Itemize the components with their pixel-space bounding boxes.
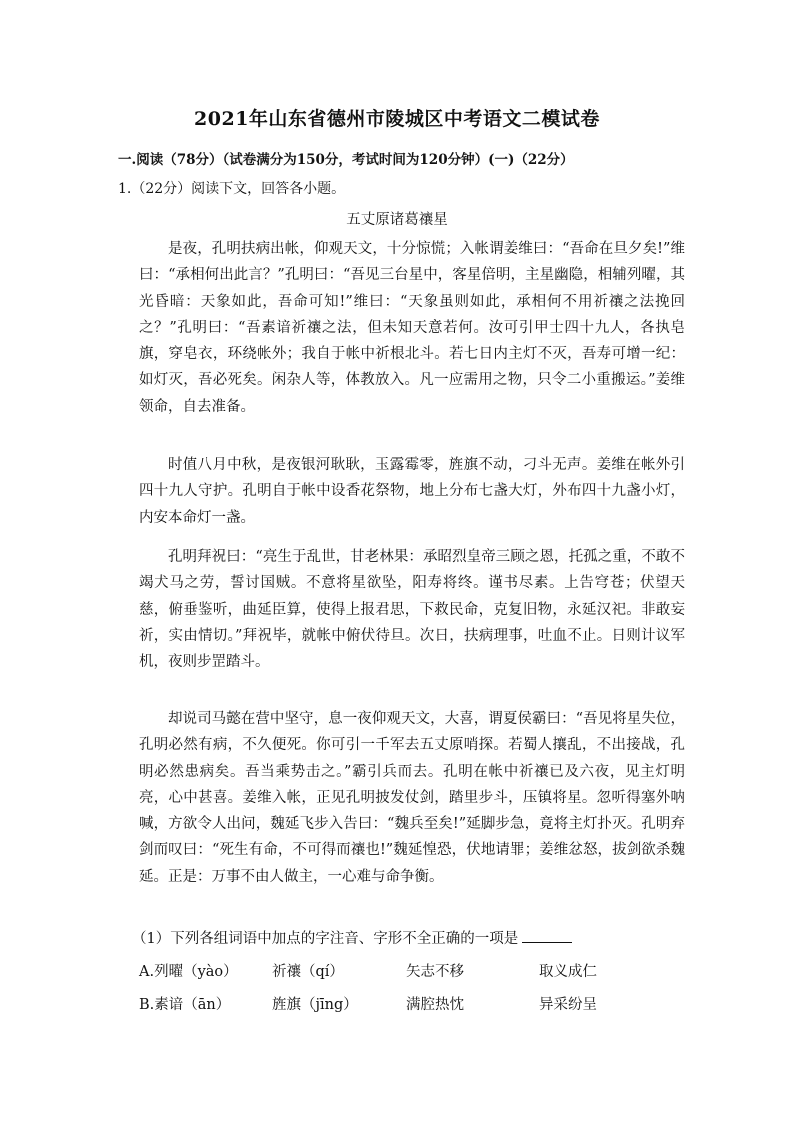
sub-question-1 [132,927,572,948]
option-row-a [139,960,685,982]
option-b-item-1: B.素谙（ān） [139,997,231,1013]
sub-question-text: （1）下列各组词语中加点的字注音、字形不全正确的一项是 [132,931,519,947]
option-a-item-2: 祈禳（qí） [272,964,344,980]
question-1-intro: 1.（22分）阅读下文，回答各小题。 [118,181,346,197]
option-a-item-3: 矢志不移 [406,964,464,980]
option-b-item-4: 异采纷呈 [539,997,597,1013]
option-b-item-3: 满腔热忱 [406,997,464,1013]
passage-paragraph-4: 却说司马懿在营中坚守，息一夜仰观天文，大喜，谓夏侯霸曰：“吾见将星失位，孔明必然有病，不久便死。你可引一千军去五丈原哨探。若蜀人攘乱，不出接战，孔明必然患病矣。吾当乘势击之。”霸引兵而去。孔明在帐中祈禳已及六夜，见主灯明亮，心中甚喜。姜维入帐，正见孔明披发仗剑，踏里步斗，压镇将星。忽听得塞外呐喊，方欲令人出问，魏延飞步入告曰：“魏兵至矣!”延脚步急，竟将主灯扑灭。孔明弃剑而叹曰：“死生有命，不可得而禳也!”魏延惶恐，伏地请罪；姜维忿怒，拔剑欲杀魏延。正是：万事不由人做主，一心难与命争衡。 [139,711,685,885]
passage-paragraph-1: 是夜，孔明扶病出帐，仰观天文，十分惊慌；入帐谓姜维曰：“吾命在旦夕矣!”维曰：“承相何出此言？”孔明曰：“吾见三台星中，客星倍明，主星幽隐，相辅列曜，其光昏暗：天象如此，吾命可知!”维曰：“天象虽则如此，承相何不用祈禳之法挽回之？”孔明曰：“吾素谙祈禳之法，但未知天意若何。汝可引甲士四十九人，各执皂旗，穿皂衣，环绕帐外；我自于帐中祈根北斗。若七日内主灯不灭，吾寿可增一纪：如灯灭，吾必死矣。闲杂人等，体教放入。凡一应需用之物，只令二小重搬运。”姜维领命，自去准备。 [139,241,685,415]
option-a-item-4: 取义成仁 [539,964,597,980]
passage-paragraph-3: 孔明拜祝曰：“亮生于乱世，甘老林果：承昭烈皇帝三顾之恩，托孤之重，不敢不竭犬马之劳，誓讨国贼。不意将星欲坠，阳寿将终。谨书尽素。上告穹苍；伏望天慈，俯垂鉴听，曲延臣算，使得上报君思，下救民命，克复旧物，永延汉祀。非敢妄祈，实由情切。”拜祝毕，就帐中俯伏待旦。次日，扶病理事，吐血不止。日则计议军机，夜则步罡踏斗。 [139,549,685,671]
section-heading: 一.阅读（78分）（试卷满分为150分，考试时间为120分钟）(一)（22分） [118,152,574,168]
option-row-b [139,993,685,1015]
passage-paragraph-2: 时值八月中秋，是夜银河耿耿，玉露霉零，旌旗不动，刁斗无声。姜维在帐外引四十九人守护。孔明自于帐中设香花祭物，地上分布七盏大灯，外布四十九盏小灯，内安本命灯一盏。 [139,457,685,526]
answer-blank[interactable] [522,928,572,943]
exam-title: 2021年山东省德州市陵城区中考语文二模试卷 [194,108,600,130]
option-b-item-2: 旌旗（jīng） [272,997,358,1013]
passage-title: 五丈原诸葛禳星 [346,212,448,228]
option-a-item-1: A.列曜（yào） [139,964,238,980]
